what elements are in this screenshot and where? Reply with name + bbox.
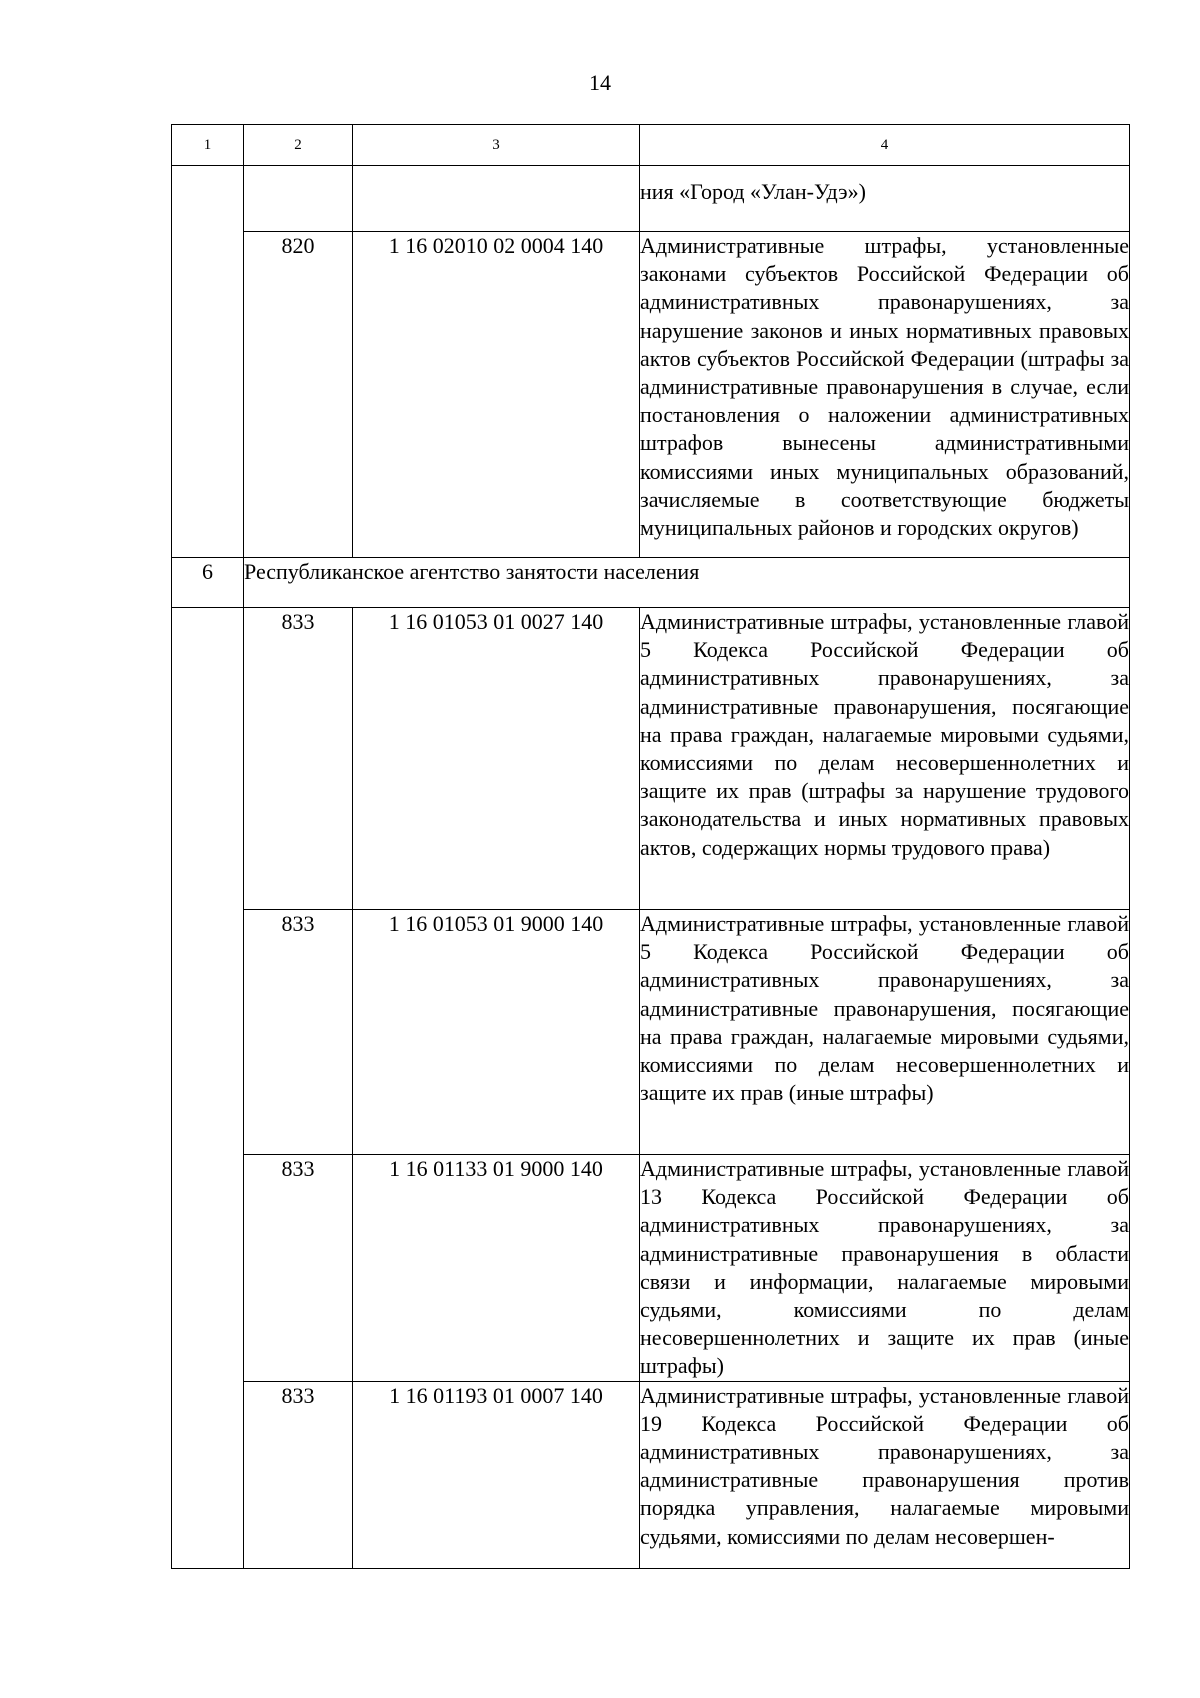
table-header-row xyxy=(172,125,1130,166)
budget-code-cell: 1 16 01193 01 0007 140 xyxy=(353,1381,640,1568)
admin-code-cell: 820 xyxy=(244,232,353,558)
description-cell: Административные штрафы, установленные главой 19 Кодекса Российской Федерации об административных правонарушениях, за административные правонарушения против порядка управления, налагаемые мировыми судьями, комиссиями по делам несовершен- xyxy=(640,1381,1130,1568)
header-cell: 3 xyxy=(353,125,640,166)
description-cell: Административные штрафы, установленные главой 5 Кодекса Российской Федерации об административных правонарушениях, за административные правонарушения, посягающие на права граждан, налагаемые мировыми судьями, комиссиями по делам несовершеннолетних и защите их прав (штрафы за нарушение трудового законодательства и иных нормативных правовых актов, содержащих нормы трудового права) xyxy=(640,608,1130,910)
description-cell: Административные штрафы, установленные законами субъектов Российской Федерации об административных правонарушениях, за нарушение законов и иных нормативных правовых актов субъектов Российской Федерации (штрафы за административные правонарушения в случае, если постановления о наложении административных штрафов вынесены административными комиссиями иных муниципальных образований, зачисляемые в соответствующие бюджеты муниципальных районов и городских округов) xyxy=(640,232,1130,558)
admin-code-cell: 833 xyxy=(244,1381,353,1568)
header-cell: 1 xyxy=(172,125,244,166)
budget-codes-table xyxy=(171,124,1130,1569)
section-title: Республиканское агентство занятости населения xyxy=(244,558,1130,608)
description-cell: Административные штрафы, установленные главой 5 Кодекса Российской Федерации об административных правонарушениях, за административные правонарушения, посягающие на права граждан, налагаемые мировыми судьями, комиссиями по делам несовершеннолетних и защите их прав (иные штрафы) xyxy=(640,910,1130,1155)
continuation-row xyxy=(172,166,1130,232)
table-row xyxy=(172,1381,1130,1568)
section-number: 6 xyxy=(172,558,244,608)
header-cell: 2 xyxy=(244,125,353,166)
admin-code-cell-empty xyxy=(244,166,353,232)
section-number-cell-empty xyxy=(172,166,244,558)
description-cell: Административные штрафы, установленные главой 13 Кодекса Российской Федерации об административных правонарушениях, за административные правонарушения в области связи и информации, налагаемые мировыми судьями, комиссиями по делам несовершеннолетних и защите их прав (иные штрафы) xyxy=(640,1155,1130,1382)
budget-code-cell: 1 16 01053 01 0027 140 xyxy=(353,608,640,910)
table-row xyxy=(172,232,1130,558)
section-row xyxy=(172,558,1130,608)
table-row xyxy=(172,1155,1130,1382)
admin-code-cell: 833 xyxy=(244,608,353,910)
budget-code-cell: 1 16 01133 01 9000 140 xyxy=(353,1155,640,1382)
page-number: 14 xyxy=(589,70,611,95)
admin-code-cell: 833 xyxy=(244,910,353,1155)
budget-code-cell-empty xyxy=(353,166,640,232)
table-row xyxy=(172,910,1130,1155)
header-cell: 4 xyxy=(640,125,1130,166)
admin-code-cell: 833 xyxy=(244,1155,353,1382)
section-number-cell-empty xyxy=(172,608,244,1569)
table-row xyxy=(172,608,1130,910)
budget-code-cell: 1 16 02010 02 0004 140 xyxy=(353,232,640,558)
budget-code-cell: 1 16 01053 01 9000 140 xyxy=(353,910,640,1155)
description-cell: ния «Город «Улан-Удэ») xyxy=(640,166,1130,232)
